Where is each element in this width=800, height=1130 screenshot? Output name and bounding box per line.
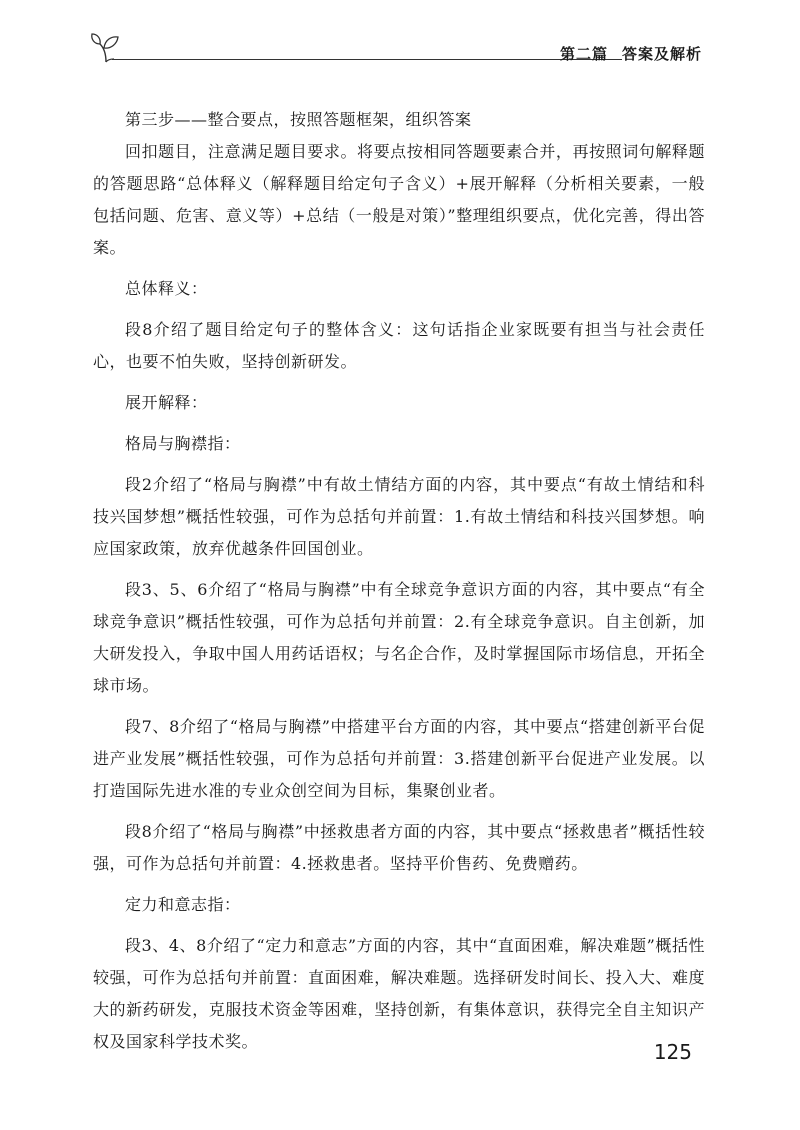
header-section-label: 答案及解析 (621, 45, 702, 63)
paragraph: 段8介绍了题目给定句子的整体含义：这句话指企业家既要有担当与社会责任心，也要不怕失败，坚持创新研发。 (93, 320, 705, 371)
subheading-will: 定力和意志指： (125, 895, 241, 914)
paragraph: 段3、4、8介绍了“定力和意志”方面的内容，其中“直面困难，解决难题”概括性较强，可作为总括句并前置：直面困难，解决难题。选择研发时间长、投入大、难度大的新药研发，克服技术资金等困难，坚持创新，有集体意识，获得完全自主知识产权及国家科学技术奖。 (93, 936, 705, 1051)
paragraph: 段8介绍了“格局与胸襟”中拯救患者方面的内容，其中要点“拯救患者”概括性较强，可作为总括句并前置：4.拯救患者。坚持平价售药、免费赠药。 (93, 822, 705, 873)
paragraph: 段7、8介绍了“格局与胸襟”中搭建平台方面的内容，其中要点“搭建创新平台促进产业发展”概括性较强，可作为总括句并前置：3.搭建创新平台促进产业发展。以打造国际先进水准的专业众创空间为目标，集聚创业者。 (93, 717, 705, 800)
subheading-expand: 展开解释： (125, 393, 208, 412)
page-number: 125 (653, 1040, 692, 1064)
sprout-icon (90, 28, 124, 66)
subheading-overall: 总体释义： (125, 279, 208, 298)
page-header (90, 28, 710, 68)
paragraph: 段3、5、6介绍了“格局与胸襟”中有全球竞争意识方面的内容，其中要点“有全球竞争意识”概括性较强，可作为总括句并前置：2.有全球竞争意识。自主创新，加大研发投入，争取中国人用药话语权；与名企合作，及时掌握国际市场信息，开拓全球市场。 (93, 580, 705, 695)
header-title (560, 43, 702, 64)
paragraph: 段2介绍了“格局与胸襟”中有故土情结方面的内容，其中要点“有故土情结和科技兴国梦想”概括性较强，可作为总括句并前置：1.有故土情结和科技兴国梦想。响应国家政策，放弃优越条件回国创业。 (93, 475, 705, 558)
paragraph: 回扣题目，注意满足题目要求。将要点按相同答题要素合并，再按照词句解释题的答题思路“总体释义（解释题目给定句子含义）+展开解释（分析相关要素，一般包括问题、危害、意义等）+总结（一般是对策）”整理组织要点，优化完善，得出答案。 (93, 142, 705, 257)
header-rule (112, 59, 622, 60)
header-part-label: 第二篇 (559, 45, 608, 63)
step-heading: 第三步——整合要点，按照答题框架，组织答案 (125, 110, 472, 129)
body-text (93, 104, 705, 1058)
subheading-pattern: 格局与胸襟指： (125, 434, 241, 453)
